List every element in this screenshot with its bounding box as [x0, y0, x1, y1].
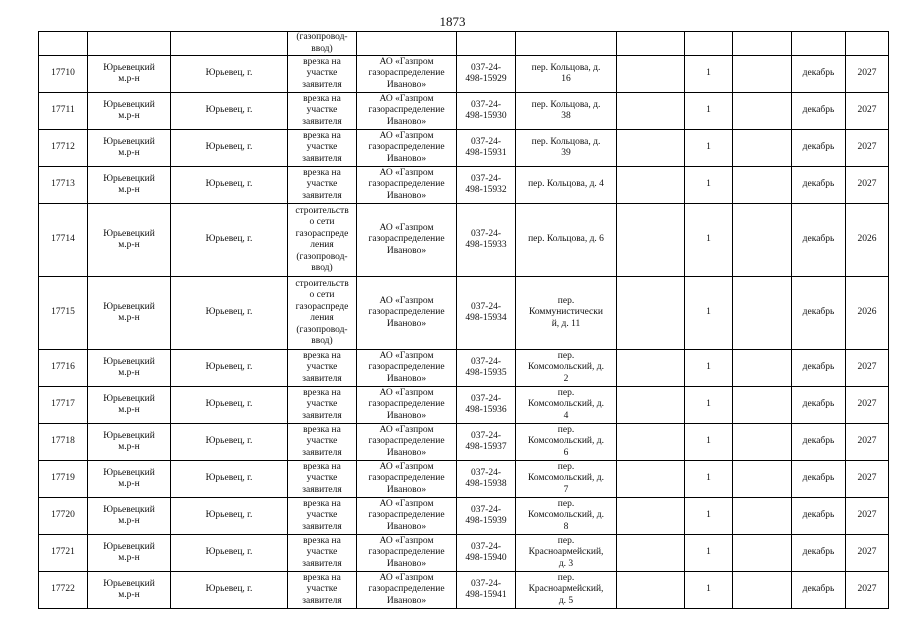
- empty-cell: [617, 56, 685, 93]
- district-cell: Юрьевецкий м.р-н: [88, 498, 171, 535]
- address-cell: пер. Красноармейский, д. 3: [516, 535, 617, 572]
- quantity-cell: 1: [685, 572, 733, 609]
- work-type-cell: врезка на участке заявителя: [288, 535, 357, 572]
- locality-cell: Юрьевец, г.: [171, 350, 288, 387]
- organization-cell: АО «Газпром газораспределение Иваново»: [357, 424, 457, 461]
- address-cell: пер. Красноармейский, д. 5: [516, 572, 617, 609]
- work-type-cell: врезка на участке заявителя: [288, 498, 357, 535]
- month-cell: декабрь: [792, 535, 846, 572]
- year-cell: 2027: [846, 535, 889, 572]
- row-number-cell: 17715: [39, 277, 88, 350]
- month-cell: декабрь: [792, 277, 846, 350]
- work-type-cell: врезка на участке заявителя: [288, 130, 357, 167]
- empty-cell: [733, 572, 792, 609]
- year-cell: 2026: [846, 204, 889, 277]
- organization-cell: АО «Газпром газораспределение Иваново»: [357, 572, 457, 609]
- month-cell: декабрь: [792, 56, 846, 93]
- locality-cell: Юрьевец, г.: [171, 130, 288, 167]
- month-cell: декабрь: [792, 167, 846, 204]
- work-type-cell: врезка на участке заявителя: [288, 387, 357, 424]
- address-cell: пер. Комсомольский, д. 8: [516, 498, 617, 535]
- organization-cell: АО «Газпром газораспределение Иваново»: [357, 498, 457, 535]
- year-cell: 2027: [846, 350, 889, 387]
- request-code-cell: 037-24- 498-15933: [457, 204, 516, 277]
- row-number-cell: 17722: [39, 572, 88, 609]
- table-row: [39, 387, 889, 424]
- year-cell: 2027: [846, 130, 889, 167]
- quantity-cell: 1: [685, 167, 733, 204]
- row-number-cell: 17712: [39, 130, 88, 167]
- row-number-cell: 17719: [39, 461, 88, 498]
- empty-cell: [617, 130, 685, 167]
- address-cell: пер. Кольцова, д. 38: [516, 93, 617, 130]
- locality-cell: Юрьевец, г.: [171, 204, 288, 277]
- row-number-cell: 17721: [39, 535, 88, 572]
- address-cell: пер. Кольцова, д. 16: [516, 56, 617, 93]
- request-code-cell: 037-24- 498-15935: [457, 350, 516, 387]
- empty-cell: [733, 93, 792, 130]
- empty-cell: [617, 277, 685, 350]
- empty-cell: [617, 461, 685, 498]
- district-cell: Юрьевецкий м.р-н: [88, 277, 171, 350]
- locality-cell: Юрьевец, г.: [171, 535, 288, 572]
- quantity-cell: 1: [685, 56, 733, 93]
- empty-cell: [733, 461, 792, 498]
- district-cell: Юрьевецкий м.р-н: [88, 56, 171, 93]
- address-cell: пер. Комсомольский, д. 7: [516, 461, 617, 498]
- work-type-cell: строительств о сети газораспреде ления (газопровод- ввод): [288, 277, 357, 350]
- gas-connection-table: [38, 31, 889, 609]
- work-type-cell: врезка на участке заявителя: [288, 572, 357, 609]
- year-cell: 2027: [846, 387, 889, 424]
- locality-cell: Юрьевец, г.: [171, 461, 288, 498]
- address-cell: пер. Кольцова, д. 4: [516, 167, 617, 204]
- district-cell: Юрьевецкий м.р-н: [88, 461, 171, 498]
- table-row: [39, 130, 889, 167]
- empty-cell: [617, 424, 685, 461]
- month-cell: декабрь: [792, 93, 846, 130]
- locality-cell: Юрьевец, г.: [171, 498, 288, 535]
- work-type-cell: врезка на участке заявителя: [288, 167, 357, 204]
- request-code-cell: 037-24- 498-15939: [457, 498, 516, 535]
- table-row: [39, 572, 889, 609]
- quantity-cell: 1: [685, 461, 733, 498]
- month-cell: декабрь: [792, 424, 846, 461]
- row-number-cell: 17718: [39, 424, 88, 461]
- address-cell: пер. Коммунистически й, д. 11: [516, 277, 617, 350]
- empty-cell: [617, 387, 685, 424]
- table-row: [39, 461, 889, 498]
- table-row: [39, 167, 889, 204]
- empty-cell: [617, 572, 685, 609]
- empty-cell: [617, 204, 685, 277]
- table-row: [39, 56, 889, 93]
- address-cell: пер. Комсомольский, д. 2: [516, 350, 617, 387]
- empty-cell: [617, 350, 685, 387]
- empty-cell: [733, 204, 792, 277]
- request-code-cell: 037-24- 498-15938: [457, 461, 516, 498]
- organization-cell: АО «Газпром газораспределение Иваново»: [357, 56, 457, 93]
- locality-cell: Юрьевец, г.: [171, 56, 288, 93]
- organization-cell: АО «Газпром газораспределение Иваново»: [357, 535, 457, 572]
- quantity-cell: 1: [685, 93, 733, 130]
- row-number-cell: 17713: [39, 167, 88, 204]
- organization-cell: АО «Газпром газораспределение Иваново»: [357, 130, 457, 167]
- request-code-cell: 037-24- 498-15932: [457, 167, 516, 204]
- work-type-cell: врезка на участке заявителя: [288, 93, 357, 130]
- empty-cell: [733, 277, 792, 350]
- district-cell: Юрьевецкий м.р-н: [88, 572, 171, 609]
- quantity-cell: 1: [685, 350, 733, 387]
- work-type-cell: врезка на участке заявителя: [288, 350, 357, 387]
- month-cell: декабрь: [792, 572, 846, 609]
- table-row: [39, 204, 889, 277]
- empty-cell: [733, 167, 792, 204]
- quantity-cell: 1: [685, 535, 733, 572]
- page-number: 1873: [439, 14, 466, 29]
- request-code-cell: 037-24- 498-15931: [457, 130, 516, 167]
- request-code-cell: 037-24- 498-15936: [457, 387, 516, 424]
- organization-cell: АО «Газпром газораспределение Иваново»: [357, 277, 457, 350]
- empty-cell: [733, 498, 792, 535]
- quantity-cell: 1: [685, 277, 733, 350]
- row-number-cell: 17720: [39, 498, 88, 535]
- table-row: [39, 498, 889, 535]
- address-cell: пер. Кольцова, д. 6: [516, 204, 617, 277]
- table-row: [39, 535, 889, 572]
- month-cell: декабрь: [792, 130, 846, 167]
- quantity-cell: 1: [685, 498, 733, 535]
- row-number-cell: 17711: [39, 93, 88, 130]
- request-code-cell: 037-24- 498-15929: [457, 56, 516, 93]
- empty-cell: [733, 350, 792, 387]
- district-cell: Юрьевецкий м.р-н: [88, 535, 171, 572]
- request-code-cell: 037-24- 498-15934: [457, 277, 516, 350]
- row-number-cell: 17714: [39, 204, 88, 277]
- year-cell: 2027: [846, 572, 889, 609]
- empty-cell: [733, 535, 792, 572]
- empty-cell: [733, 387, 792, 424]
- month-cell: декабрь: [792, 387, 846, 424]
- empty-cell: [617, 167, 685, 204]
- year-cell: 2027: [846, 93, 889, 130]
- organization-cell: АО «Газпром газораспределение Иваново»: [357, 167, 457, 204]
- request-code-cell: 037-24- 498-15930: [457, 93, 516, 130]
- quantity-cell: 1: [685, 130, 733, 167]
- district-cell: Юрьевецкий м.р-н: [88, 204, 171, 277]
- continuation-row: [39, 32, 889, 56]
- locality-cell: Юрьевец, г.: [171, 387, 288, 424]
- organization-cell: АО «Газпром газораспределение Иваново»: [357, 387, 457, 424]
- year-cell: 2027: [846, 424, 889, 461]
- quantity-cell: 1: [685, 204, 733, 277]
- district-cell: Юрьевецкий м.р-н: [88, 350, 171, 387]
- row-number-cell: 17710: [39, 56, 88, 93]
- address-cell: пер. Кольцова, д. 39: [516, 130, 617, 167]
- month-cell: декабрь: [792, 461, 846, 498]
- district-cell: Юрьевецкий м.р-н: [88, 130, 171, 167]
- district-cell: Юрьевецкий м.р-н: [88, 387, 171, 424]
- year-cell: 2027: [846, 56, 889, 93]
- locality-cell: Юрьевец, г.: [171, 167, 288, 204]
- row-number-cell: 17716: [39, 350, 88, 387]
- work-type-cell: врезка на участке заявителя: [288, 56, 357, 93]
- empty-cell: [733, 56, 792, 93]
- table-row: [39, 277, 889, 350]
- work-type-cell: врезка на участке заявителя: [288, 424, 357, 461]
- row-number-cell: 17717: [39, 387, 88, 424]
- request-code-cell: 037-24- 498-15937: [457, 424, 516, 461]
- address-cell: пер. Комсомольский, д. 4: [516, 387, 617, 424]
- locality-cell: Юрьевец, г.: [171, 424, 288, 461]
- work-type-cell: (газопровод- ввод): [288, 32, 357, 56]
- locality-cell: Юрьевец, г.: [171, 277, 288, 350]
- table-row: [39, 424, 889, 461]
- organization-cell: АО «Газпром газораспределение Иваново»: [357, 461, 457, 498]
- work-type-cell: врезка на участке заявителя: [288, 461, 357, 498]
- year-cell: 2027: [846, 461, 889, 498]
- table-row: [39, 350, 889, 387]
- request-code-cell: 037-24- 498-15940: [457, 535, 516, 572]
- request-code-cell: 037-24- 498-15941: [457, 572, 516, 609]
- organization-cell: АО «Газпром газораспределение Иваново»: [357, 204, 457, 277]
- empty-cell: [733, 130, 792, 167]
- month-cell: декабрь: [792, 498, 846, 535]
- table-row: [39, 93, 889, 130]
- district-cell: Юрьевецкий м.р-н: [88, 93, 171, 130]
- year-cell: 2026: [846, 277, 889, 350]
- empty-cell: [617, 498, 685, 535]
- organization-cell: АО «Газпром газораспределение Иваново»: [357, 93, 457, 130]
- empty-cell: [733, 424, 792, 461]
- month-cell: декабрь: [792, 204, 846, 277]
- district-cell: Юрьевецкий м.р-н: [88, 424, 171, 461]
- district-cell: Юрьевецкий м.р-н: [88, 167, 171, 204]
- month-cell: декабрь: [792, 350, 846, 387]
- year-cell: 2027: [846, 167, 889, 204]
- locality-cell: Юрьевец, г.: [171, 572, 288, 609]
- quantity-cell: 1: [685, 387, 733, 424]
- empty-cell: [617, 535, 685, 572]
- locality-cell: Юрьевец, г.: [171, 93, 288, 130]
- work-type-cell: строительств о сети газораспреде ления (газопровод- ввод): [288, 204, 357, 277]
- quantity-cell: 1: [685, 424, 733, 461]
- organization-cell: АО «Газпром газораспределение Иваново»: [357, 350, 457, 387]
- year-cell: 2027: [846, 498, 889, 535]
- empty-cell: [617, 93, 685, 130]
- address-cell: пер. Комсомольский, д. 6: [516, 424, 617, 461]
